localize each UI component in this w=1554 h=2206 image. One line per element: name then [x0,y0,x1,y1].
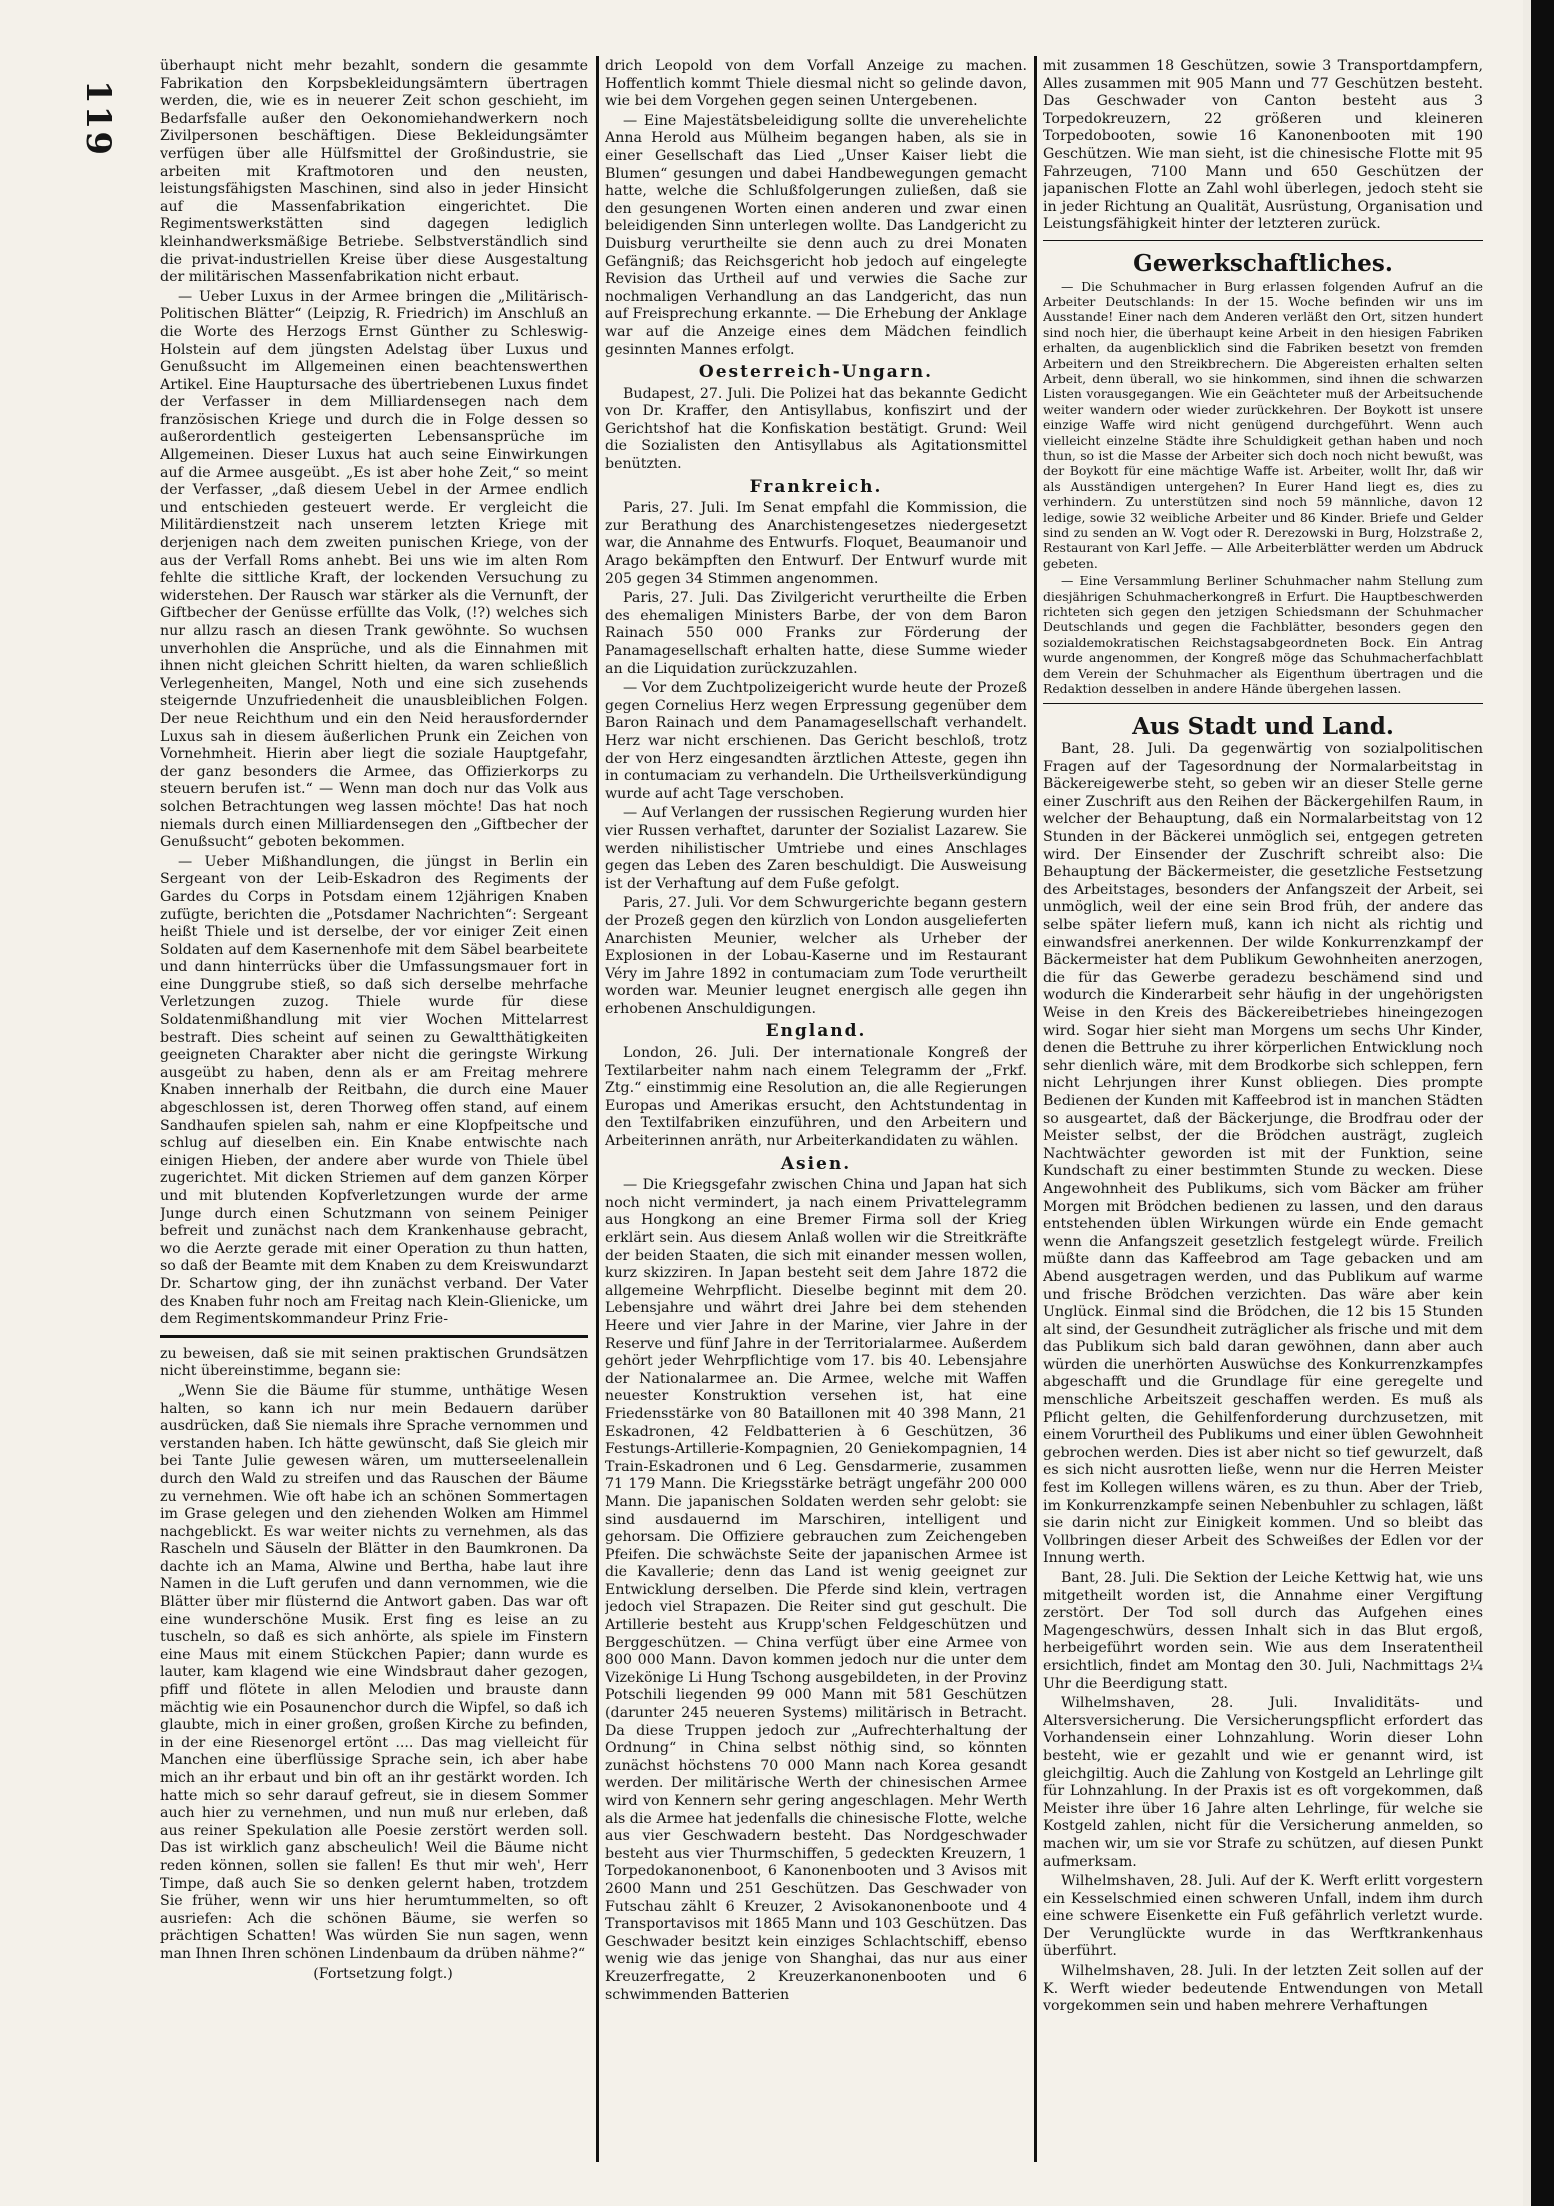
article-russen: — Auf Verlangen der russischen Regierung wurden hier vier Russen verhaftet, darunter der Sozialist Lazarew. Sie werden nihilistischer Umtriebe und eines Anschlages gegen das Leben des Zaren beschuldigt. Die Ausweisung ist der Verhaftung auf dem Fuße gefolgt. [605,805,1027,892]
article-majestaetsbeleidigung: — Eine Majestätsbeleidigung sollte die unverehelichte Anna Herold aus Mülheim begangen haben, als sie in einer Gesellschaft das Lied „Unser Kaiser liebt die Blumen“ gesungen und dabei Handbewegungen gemacht hatte, welche die Schlußfolgerungen zuließen, daß sie den gesungenen Worten einen anderen und zwar einen beleidigenden Sinn unterlegen wollte. Das Landgericht zu Duisburg verurtheilte sie denn auch zu drei Monaten Gefängniß; das Reichsgericht hob jedoch auf eingelegte Revision das Urtheil auf und verwies die Sache zur nochmaligen Verhandlung an das Landgericht, das nun auf Freisprechung erkannte. — Die Erhebung der Anklage war auf die Anzeige eines dem Mädchen feindlich gesinnten Mannes erfolgt. [605,112,1027,358]
feuilleton-paragraph: zu beweisen, daß sie mit seinen praktischen Grundsätzen nicht übereinstimme, begann sie: [160,1345,588,1380]
section-heading-oesterreich: Oesterreich-Ungarn. [698,362,934,383]
article-budapest: Budapest, 27. Juli. Die Polizei hat das bekannte Gedicht von Dr. Kraffer, den Antisyllabus, konfiszirt und der Gerichtshof hat die Konfiskation bestätigt. Grund: Weil die Sozialisten den Antisyllabus als Agitationsmittel benützten. [605,385,1027,473]
section-heading-gewerkschaftliches: Gewerkschaftliches. [1133,249,1393,277]
article-wilhelmshaven-entwendungen: Wilhelmshaven, 28. Juli. In der letzten Zeit sollen auf der K. Werft wieder bedeutende Entwendungen von Metall vorgekommen sein und haben mehrere Verhaftungen [1043,1963,1483,2015]
article-schuhmacher-burg: — Die Schuhmacher in Burg erlassen folgenden Aufruf an die Arbeiter Deutschlands: In der 15. Woche befinden wir uns im Ausstande! Einer nach dem Anderen verläßt den Ort, sitzen hundert sind noch hier, die überhaupt keine Arbeit in den hiesigen Fabriken erhalten, da augenblicklich sind die Fabriken besetzt von fremden Arbeitern und den Streikbrechern. Die Abgereisten erhalten selten Arbeit, denn überall, wo sie hinkommen, sind ihnen die schwarzen Listen vorausgegangen. Wie ein Geächteter muß der Arbeitsuchende weiter wandern oder wieder zurückkehren. Der Boykott ist unsere einzige Waffe wird nicht genügend durchgeführt. Wenn auch vielleicht einzelne Städte ihre Schuldigkeit gethan haben und noch thun, so ist die Masse der Arbeiter sich doch noch nicht bewußt, was der Boykott für eine mächtige Waffe ist. Arbeiter, wollt Ihr, daß wir als Ausständigen untergehen? In Eurer Hand liegt es, dies zu verhindern. Zu unterstützen sind noch 59 männliche, davon 12 ledige, sowie 32 weibliche Arbeiter und 86 Kinder. Briefe und Gelder sind zu senden an W. Vogt oder R. Derezowski in Burg, Holzstraße 2, Restaurant von Karl Jeffe. — Alle Arbeiterblätter werden um Abdruck gebeten. [1043,278,1483,571]
column-2 [605,58,1027,2168]
article-paris-senat: Paris, 27. Juli. Im Senat empfahl die Kommission, die zur Berathung des Anarchistengesetzes niedergesetzt war, die Annahme des Entwurfs. Floquet, Beaumanoir und Arago bekämpften den Entwurf. Der Entwurf wurde mit 205 gegen 34 Stimmen angenommen. [605,500,1027,587]
column-rule-right [1034,56,1037,2162]
section-heading-frankreich: Frankreich. [749,476,883,497]
article-kriegsgefahr: — Die Kriegsgefahr zwischen China und Japan hat sich noch nicht vermindert, ja nach einem Privattelegramm aus Hongkong an eine Bremer Firma soll der Krieg erklärt sein. Aus diesem Anlaß wollen wir die Streitkräfte der beiden Staaten, die sich mit einander messen wollen, kurz skizziren. In Japan besteht seit dem Jahre 1872 die allgemeine Wehrpflicht. Dieselbe beginnt mit dem 20. Lebensjahre und währt drei Jahre bei dem stehenden Heere und vier Jahre in der Marine, vier Jahre in der Reserve und fünf Jahre in der Territorialarmee. Außerdem gehört jeder Wehrpflichtige vom 17. bis 40. Lebensjahre der Nationalarmee an. Die Armee, welche mit Waffen neuester Konstruktion versehen ist, hat eine Friedensstärke von 80 Bataillonen mit 40 398 Mann, 21 Eskadronen, 42 Feldbatterien à 6 Geschützen, 36 Festungs-Artillerie-Kompagnien, 20 Geniekompagnien, 14 Train-Eskadronen und 6 Leg. Gensdarmerie, zusammen 71 179 Mann. Die Kriegsstärke beträgt ungefähr 200 000 Mann. Die japanischen Soldaten werden sehr gelobt: sie sind ausdauernd im Marschiren, intelligent und gehorsam. Die Offiziere gebrauchen zum Zeichengeben Pfeifen. Die schwächste Seite der japanischen Armee ist die Kavallerie; denn das Land ist wenig geeignet zur Entwicklung derselben. Die Pferde sind klein, vertragen jedoch viel Strapazen. Die Reiter sind gut geschult. Die Artillerie besteht aus Krupp'schen Feldgeschützen und Berggeschützen. — China verfügt über eine Armee von 800 000 Mann. Davon kommen jedoch nur die unter dem Vizekönige Li Hung Tschong ausgebildeten, in der Provinz Potschili liegenden 99 000 Mann mit 581 Geschützen (darunter 245 neueren Systems) militärisch in Betracht. Da diese Truppen jedoch zur „Aufrechterhaltung der Ordnung“ in China selbst nöthig sind, so könnten zunächst höchstens 70 000 Mann nach Korea gesandt werden. Der militärische Werth der chinesischen Armee wird von Kennern sehr gering angeschlagen. Mehr Werth als die Armee hat jedenfalls die chinesische Flotte, welche aus vier Geschwadern besteht. Das Nordgeschwader besteht aus vier Thurmschiffen, 5 gedeckten Kreuzern, 1 Torpedokanonenboot, 6 Kanonenbooten und 3 Avisos mit 2600 Mann und 251 Geschützen. Das Geschwader von Futschau zählt 6 Kreuzer, 2 Avisokanonenboote und 4 Transportavisos mit 1865 Mann und 103 Geschützen. Das Geschwader besitzt kein einziges Schlachtschiff, ebenso wenig wie das jenige von Shanghai, das nur aus einer Kreuzerfregatte, 2 Kreuzerkanonenbooten und 6 schwimmenden Batterien [605,1177,1027,2003]
section-divider [1043,703,1483,704]
article-wilhelmshaven-versicherung: Wilhelmshaven, 28. Juli. Invaliditäts- und Altersversicherung. Die Versicherungspflicht erfordert das Vorhandensein einer Lohnzahlung. Worin dieser Lohn besteht, wie er gezahlt und wie er genannt wird, ist gleichgiltig. Auch die Zahlung von Kostgeld an Lehrlinge gilt für Lohnzahlung. In der Praxis ist es oft vorgekommen, daß Meister ihre über 16 Jahre alten Lehrlinge, für welche sie Kostgeld zahlen, nicht für die Versicherung anmelden, so machen wir, um sie vor Strafe zu schützen, auf diesen Punkt aufmerksam. [1043,1695,1483,1870]
feuilleton-continued-note: (Fortsetzung folgt.) [313,1965,453,1982]
section-heading-asien: Asien. [780,1153,852,1174]
article-london: London, 26. Juli. Der internationale Kongreß der Textilarbeiter nahm nach einem Telegramm der „Frkf. Ztg.“ einstimmig eine Resolution an, die alle Regierungen Europas und Amerikas ersucht, den Achtstundentag in den Textilfabriken einzuführen, und den Arbeitern und Arbeiterinnen anräth, nur Arbeiterkandidaten zu wählen. [605,1045,1027,1150]
article-paris-zivilgericht: Paris, 27. Juli. Das Zivilgericht verurtheilte die Erben des ehemaligen Ministers Barbe, der von dem Baron Rainach 550 000 Franks zur Förderung der Panamagesellschaft erhalten hatte, diese Summe wieder an die Liquidation zurückzuzahlen. [605,590,1027,677]
article-wilhelmshaven-unfall: Wilhelmshaven, 28. Juli. Auf der K. Werft erlitt vorgestern ein Kesselschmied einen schweren Unfall, indem ihm durch eine schwere Eisenkette ein Fuß gefährlich verletzt wurde. Der Verunglückte wurde in das Werftkrankenhaus überführt. [1043,1873,1483,1960]
section-heading-stadt-und-land: Aus Stadt und Land. [1132,712,1394,740]
article-continuation: überhaupt nicht mehr bezahlt, sondern die gesammte Fabrikation den Korpsbekleidungsämtern übertragen werden, die, wie es in neuerer Zeit schon geschieht, im Bedarfsfalle außer den Oekonomiehandwerkern noch Zivilpersonen beschäftigen. Diese Bekleidungsämter verfügen über alle Hülfsmittel der Großindustrie, sie arbeiten mit Kraftmotoren und den neusten, leistungsfähigsten Maschinen, sind also in jeder Hinsicht auf die Massenfabrikation eingerichtet. Die Regimentswerkstätten sind dagegen lediglich kleinhandwerksmäßige Betriebe. Selbstverständlich sind die privat-industriellen Kreise über diese Ausgestaltung der militärischen Massenfabrikation nicht erbaut. [160,58,588,286]
article-continuation: drich Leopold von dem Vorfall Anzeige zu machen. Hoffentlich kommt Thiele diesmal nicht so gelinde davon, wie bei dem Vorgehen gegen seinen Untergebenen. [605,58,1027,110]
column-rule-left [596,56,599,2162]
feuilleton-divider [160,1335,588,1338]
article-luxus: — Ueber Luxus in der Armee bringen die „Militärisch-Politischen Blätter“ (Leipzig, R. Friedrich) im Anschluß an die Worte des Herzogs Ernst Günther zu Schleswig-Holstein auf dem jüngsten Adelstag über Luxus und Genußsucht im Allgemeinen einen beachtenswerthen Artikel. Eine Hauptursache des übertriebenen Luxus findet der Verfasser in dem Milliardensegen nach dem französischen Kriege und durch die in Folge dessen so außerordentlich gesteigerten Lebensansprüche im Allgemeinen. Dieser Luxus hat auch seine Einwirkungen auf die Armee ausgeübt. „Es ist aber hohe Zeit,“ so meint der Verfasser, „daß diesem Uebel in der Armee endlich und entschieden gesteuert werde. Er vergleicht die Militärdienstzeit nach unserem letzten Kriege mit derjenigen nach dem zweiten punischen Kriege, von der aus der Verfall Roms anhebt. Bei uns wie im alten Rom fehlte die sittliche Kraft, der lockenden Versuchung zu widerstehen. Der Rausch war stärker als die Vernunft, der Giftbecher der Genüsse erfüllte das Volk, (!?) welches sich nur allzu rasch an diesen Trank gewöhnte. So wuchsen unverhohlen die Ansprüche, und als die Einnahmen mit ihnen nicht gleichen Schritt hielten, da waren schließlich Verlegenheiten, Mangel, Noth und eine sich zusehends steigernde Unzufriedenheit die unausbleiblichen Folgen. Der neue Reichthum und ein den Neid herausfordernder Luxus sah in diesem äußerlichen Prunk ein Zeichen von Vornehmheit. Hierin aber liegt die soziale Hauptgefahr, der ganz besonders die Armee, das Offizierkorps zu steuern berufen ist.“ — Wenn man doch nur das Volk aus solchen Betrachtungen weg lassen möchte! Das hat noch niemals durch einen Milliardensegen den „Giftbecher der Genußsucht“ geboten bekommen. [160,288,588,851]
page-number: 119 [78,80,118,157]
article-bant-baecker: Bant, 28. Juli. Da gegenwärtig von sozialpolitischen Fragen auf der Tagesordnung der Normalarbeitstag in Bäckereigewerbe steht, so geben wir an dieser Stelle gerne einer Zuschrift aus den Reihen der Bäckergehilfen Raum, in welcher der Behauptung, daß ein Normalarbeitstag von 12 Stunden in der Bäckerei unmöglich sei, entgegen getreten wird. Der Einsender der Zuschrift schreibt also: Die Behauptung der Bäckermeister, die gesetzliche Festsetzung des Arbeitstages, besonders der Anfangszeit der Arbeit, sei unmöglich, weil der eine sein Brod früh, der andere das selbe später liefern muß, kann ich nicht als richtig und einwandsfrei anerkennen. Der wilde Konkurrenzkampf der Bäckermeister hat dem Publikum Gewohnheiten anerzogen, die für das Gewerbe geradezu beschämend sind und wodurch die Kinderarbeit sehr häufig in der ungehörigsten Weise in den Kreis des Bäckereibetriebes hineingezogen wird. Sogar hier sieht man Morgens um sechs Uhr Kinder, denen die Bettruhe zu ihrer körperlichen Entwicklung noch sehr dienlich wäre, mit dem Brodkorbe sich schleppen, fern nicht Lehrjungen ihrer Kunst obliegen. Dies prompte Bedienen der Kunden mit Kaffeebrod ist in manchen Städten so ausgeartet, daß der Bäckerjunge, die Brodfrau oder der Meister selbst, der die Brödchen austrägt, zugleich Nachtwächter geworden ist mit der Funktion, seine Kundschaft zu einer bestimmten Stunde zu wecken. Diese Angewohnheit des Publikums, sich vom Bäcker am früher Morgen mit Brödchen bedienen zu lassen, und den daraus entstehenden üblen Wirkungen würde ein Ende gemacht wenn die Anfangszeit gesetzlich festgelegt würde. Freilich müßte dann das Kaffeebrod am Tage gebacken und am Abend ausgetragen werden, und das Publikum auf warme und frische Brödchen verzichten. Das wäre aber kein Unglück. Einmal sind die Brödchen, die 12 bis 15 Stunden alt sind, der Gesundheit zuträglicher als frische und mit dem das Publikum sich bald daran gewöhnen, dann aber auch würden die unerhörten Auswüchse des Konkurrenzkampfes abgeschafft und die Grundlage für eine geregelte und menschliche Arbeitszeit geschaffen werden. Es muß als Pflicht gelten, die Gehilfenforderung durchzusetzen, mit einem Vorurtheil des Publikums und einer üblen Gewohnheit gebrochen werden. Dies ist aber nicht so tief gewurzelt, daß es sich nicht ausrotten ließe, wenn nur die Herren Meister fest im Kollegen willens wären, es zu thun. Aber der Trieb, im Konkurrenzkampfe seinen Nebenbuhler zu schlagen, läßt sie darin nicht zur Einigkeit kommen. Und so bleibt das Vollbringen dieser Arbeit des Schweißes der Edlen vor der Innung werth. [1043,741,1483,1567]
column-3 [1043,58,1483,2168]
article-bant-sektion: Bant, 28. Juli. Die Sektion der Leiche Kettwig hat, wie uns mitgetheilt worden ist, die Annahme einer Vergiftung zerstört. Der Tod soll durch das Aufgehen eines Magengeschwürs, dessen Inhalt sich in das Blut ergoß, herbeigeführt worden sein. Wie aus dem Inseratentheil ersichtlich, findet am Montag den 30. Juli, Nachmittags 2¼ Uhr die Beerdigung statt. [1043,1570,1483,1692]
article-berliner-schuhmacher: — Eine Versammlung Berliner Schuhmacher nahm Stellung zum diesjährigen Schuhmacherkongreß in Erfurt. Die Hauptbeschwerden richteten sich gegen den jetzigen Schiedsmann der Schuhmacher Deutschlands und gegen die Fachblätter, besonders gegen den sozialdemokratischen Reichstagsabgeordneten Bock. Ein Antrag wurde angenommen, der Kongreß möge das Schuhmacherfachblatt dem Verein der Schuhmacher als Eigenthum übertragen und die Redaktion desselben in andere Hände übergehen lassen. [1043,573,1483,697]
scan-edge [1523,0,1554,2206]
section-heading-england: England. [765,1021,867,1042]
article-herz: — Vor dem Zuchtpolizeigericht wurde heute der Prozeß gegen Cornelius Herz wegen Erpressung gegenüber dem Baron Rainach und dem Panamagesellschaft verhandelt. Herz war nicht erschienen. Das Gericht beschloß, trotz der von Herz eingesandten ärztlichen Atteste, gegen ihn in contumaciam zu verhandeln. Die Urtheilsverkündigung wurde auf acht Tage verschoben. [605,680,1027,802]
article-misshandlungen: — Ueber Mißhandlungen, die jüngst in Berlin ein Sergeant von der Leib-Eskadron des Regiments der Gardes du Corps in Potsdam einem 12jährigen Knaben zufügte, berichten die „Potsdamer Nachrichten“: Sergeant heißt Thiele und ist derselbe, der vor einiger Zeit einen Soldaten auf dem Kasernenhofe mit dem Säbel bearbeitete und dann hinterrücks über die Umfassungsmauer fort in eine Dunggrube stieß, so daß sich derselbe mehrfache Verletzungen zuzog. Thiele wurde für diese Soldatenmißhandlung mit vier Wochen Mittelarrest bestraft. Dies scheint auf seinen zu Gewaltthätigkeiten geeigneten Charakter aber nicht die geringste Wirkung ausgeübt zu haben, denn als er am Freitag mehrere Knaben innerhalb der Reitbahn, die durch eine Mauer abgeschlossen ist, deren Thorweg offen stand, auf einem Sandhaufen spielen sah, nahm er eine Klopfpeitsche und schlug auf dieselben ein. Ein Knabe entwischte nach einigen Hieben, der andere aber wurde von Thiele übel zugerichtet. Mit dicken Striemen auf dem ganzen Körper und mit blutenden Kopfverletzungen wurde der arme Junge durch einen Schutzmann von seinem Peiniger befreit und zunächst nach dem Krankenhause gebracht, wo die Aerzte gerade mit einer Operation zu thun hatten, so daß der Beamte mit dem Knaben zu dem Kreiswundarzt Dr. Schartow ging, der ihn zunächst verband. Der Vater des Knaben fuhr noch am Freitag nach Klein-Glienicke, um dem Regimentskommandeur Prinz Frie- [160,853,588,1328]
column-1 [160,58,588,2168]
article-continuation: mit zusammen 18 Geschützen, sowie 3 Transportdampfern, Alles zusammen mit 905 Mann und 77 Geschützen besteht. Das Geschwader von Canton besteht aus 3 Torpedokreuzern, 22 größeren und kleineren Torpedobooten, sowie 16 Kanonenbooten mit 190 Geschützen. Wie man sieht, ist die chinesische Flotte mit 95 Fahrzeugen, 7100 Mann und 650 Geschützen der japanischen Flotte an Zahl wohl überlegen, jedoch steht sie in jeder Richtung an Qualität, Ausrüstung, Organisation und Leistungsfähigkeit hinter der letzteren zurück. [1043,58,1483,233]
section-divider [1043,240,1483,241]
feuilleton-paragraph: „Wenn Sie die Bäume für stumme, unthätige Wesen halten, so kann ich nur mein Bedauern darüber ausdrücken, daß Sie niemals ihre Sprache vernommen und verstanden haben. Ich hätte gewünscht, daß Sie gleich mir bei Tante Julie gewesen wären, um mutterseelenallein durch den Wald zu streifen und das Rauschen der Bäume zu vernehmen. Wie oft habe ich an schönen Sommertagen im Grase gelegen und den ziehenden Wolken am Himmel nachgeblickt. Es war weiter nichts zu vernehmen, als das Rascheln und Säuseln der Blätter in den Baumkronen. Da dachte ich an Mama, Alwine und Bertha, habe laut ihre Namen in die Luft gerufen und dann vernommen, wie die Blätter über mir flüsternd die Antwort gaben. Das war oft eine wunderschöne Musik. Erst fing es leise an zu tuscheln, so daß es sich anhörte, als spiele im Finstern eine Maus mit einem Stückchen Papier; dann wurde es lauter, kam klagend wie eine Windsbraut daher gezogen, pfiff und flötete in allen Melodien und brauste dann mächtig wie ein Posaunenchor durch die Wipfel, so daß ich glaubte, mich in einer großen, großen Kirche zu befinden, in der eine Riesenorgel ertönt .... Das mag vielleicht für Manchen eine überflüssige Sprache sein, ich aber habe mich an ihr erbaut und bin oft an ihr gestärkt worden. Ich hatte mich so sehr darauf gefreut, sie in diesem Sommer auch hier zu vernehmen, und nun muß nur erleben, daß aus reiner Spekulation alle Poesie zerstört werden soll. Das ist wirklich ganz abscheulich! Weil die Bäume nicht reden können, sollen sie fallen! Es thut mir weh', Herr Timpe, daß auch Sie so denken gelernt haben, trotzdem Sie früher, wenn wir uns hier herumtummelten, so oft ausriefen: Ach die schönen Bäume, sie werfen so prächtigen Schatten! Was würden Sie nun sagen, wenn man Ihnen Ihren schönen Lindenbaum da drüben nähme?“ [160,1382,588,1962]
article-paris-meunier: Paris, 27. Juli. Vor dem Schwurgerichte begann gestern der Prozeß gegen den kürzlich von London ausgelieferten Anarchisten Meunier, welcher als Urheber der Explosionen in der Lobau-Kaserne und im Restaurant Véry im Jahre 1892 in contumaciam zum Tode verurtheilt worden war. Meunier leugnet energisch alle gegen ihn erhobenen Anschuldigungen. [605,895,1027,1017]
